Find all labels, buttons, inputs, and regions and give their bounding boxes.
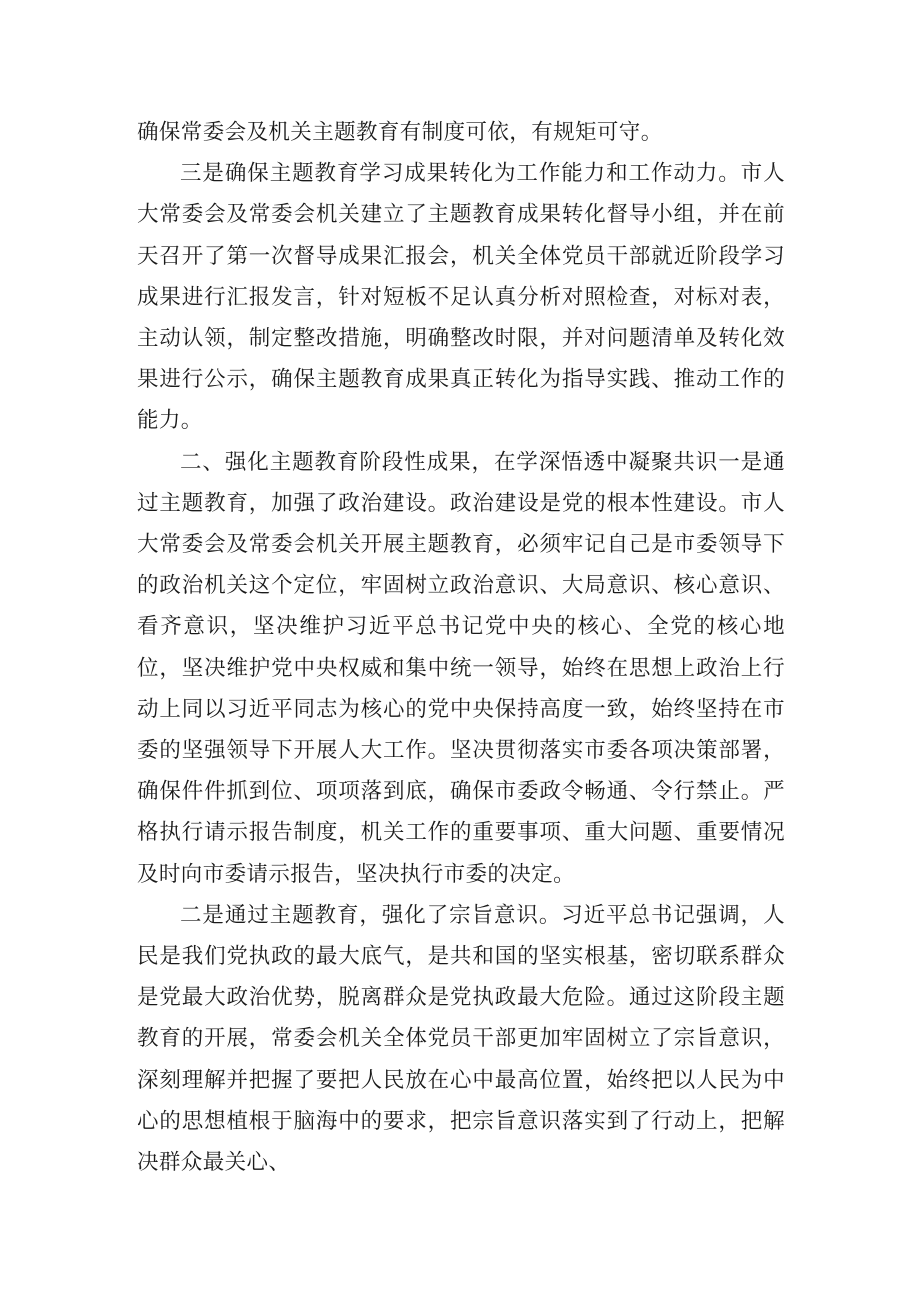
document-body <box>137 112 785 1183</box>
paragraph-section-two: 二、强化主题教育阶段性成果，在学深悟透中凝聚共识一是通过主题教育，加强了政治建设。政治建设是党的根本性建设。市人大常委会及常委会机关开展主题教育，必须牢记自己是市委领导下的政治机关这个定位，牢固树立政治意识、大局意识、核心意识、看齐意识，坚决维护习近平总书记党中央的核心、全党的核心地位，坚决维护党中央权威和集中统一领导，始终在思想上政治上行动上同以习近平同志为核心的党中央保持高度一致，始终坚持在市委的坚强领导下开展人大工作。坚决贯彻落实市委各项决策部署，确保件件抓到位、项项落到底，确保市委政令畅通、令行禁止。严格执行请示报告制度，机关工作的重要事项、重大问题、重要情况及时向市委请示报告，坚决执行市委的决定。 <box>137 449 785 887</box>
paragraph-third-point: 三是确保主题教育学习成果转化为工作能力和工作动力。市人大常委会及常委会机关建立了主题教育成果转化督导小组，并在前天召开了第一次督导成果汇报会，机关全体党员干部就近阶段学习成果进行汇报发言，针对短板不足认真分析对照检查，对标对表，主动认领，制定整改措施，明确整改时限，并对问题清单及转化效果进行公示，确保主题教育成果真正转化为指导实践、推动工作的能力。 <box>137 161 785 434</box>
paragraph-second-point: 二是通过主题教育，强化了宗旨意识。习近平总书记强调，人民是我们党执政的最大底气，是共和国的坚实根基，密切联系群众是党最大政治优势，脱离群众是党执政最大危险。通过这阶段主题教育的开展，常委会机关全体党员干部更加牢固树立了宗旨意识，深刻理解并把握了要把人民放在心中最高位置，始终把以人民为中心的思想植根于脑海中的要求，把宗旨意识落实到了行动上，把解决群众最关心、 <box>137 902 785 1176</box>
paragraph-continuation: 确保常委会及机关主题教育有制度可依，有规矩可守。 <box>137 120 663 145</box>
